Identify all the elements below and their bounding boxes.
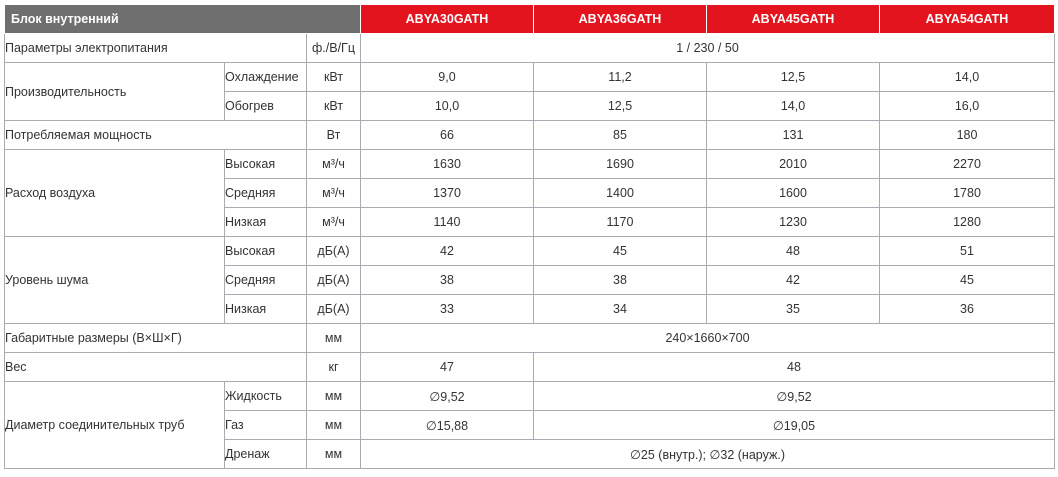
sub-label-heating: Обогрев (225, 92, 307, 121)
unit-cell: кВт (307, 63, 361, 92)
sub-label-airflow-high: Высокая (225, 150, 307, 179)
table-row (5, 34, 1055, 63)
sub-label-noise-medium: Средняя (225, 266, 307, 295)
value-cell: 10,0 (361, 92, 534, 121)
sub-label-liquid: Жидкость (225, 382, 307, 411)
value-cell: 48 (707, 237, 880, 266)
unit-cell: м³/ч (307, 208, 361, 237)
value-cell: 36 (880, 295, 1055, 324)
sub-label-cooling: Охлаждение (225, 63, 307, 92)
value-cell: 1230 (707, 208, 880, 237)
value-cell: 42 (361, 237, 534, 266)
sub-label-airflow-medium: Средняя (225, 179, 307, 208)
sub-label-noise-low: Низкая (225, 295, 307, 324)
unit-cell: кВт (307, 92, 361, 121)
value-cell: 1600 (707, 179, 880, 208)
table-title: Блок внутренний (5, 5, 361, 34)
value-cell: 16,0 (880, 92, 1055, 121)
table-row (5, 237, 1055, 266)
unit-cell: дБ(А) (307, 237, 361, 266)
model-header-2: ABYA36GATH (534, 5, 707, 34)
sub-label-drain: Дренаж (225, 440, 307, 469)
model-header-4: ABYA54GATH (880, 5, 1055, 34)
unit-cell: дБ(А) (307, 295, 361, 324)
sub-label-gas: Газ (225, 411, 307, 440)
value-cell: 1 / 230 / 50 (361, 34, 1055, 63)
unit-cell: ф./В/Гц (307, 34, 361, 63)
value-cell: 14,0 (707, 92, 880, 121)
value-cell: 12,5 (534, 92, 707, 121)
row-label-consumption: Потребляемая мощность (5, 121, 307, 150)
row-label-power-supply: Параметры электропитания (5, 34, 307, 63)
header-row (5, 5, 1055, 34)
value-cell: 85 (534, 121, 707, 150)
unit-cell: мм (307, 440, 361, 469)
model-header-1: ABYA30GATH (361, 5, 534, 34)
unit-cell: дБ(А) (307, 266, 361, 295)
sub-label-noise-high: Высокая (225, 237, 307, 266)
value-cell: 2270 (880, 150, 1055, 179)
value-cell: 1170 (534, 208, 707, 237)
value-cell: 1370 (361, 179, 534, 208)
model-header-3: ABYA45GATH (707, 5, 880, 34)
value-cell: 2010 (707, 150, 880, 179)
unit-cell: м³/ч (307, 179, 361, 208)
table-row (5, 353, 1055, 382)
value-cell: 131 (707, 121, 880, 150)
unit-cell: м³/ч (307, 150, 361, 179)
value-cell: ∅9,52 (361, 382, 534, 411)
table-row (5, 150, 1055, 179)
value-cell: 11,2 (534, 63, 707, 92)
value-cell: 35 (707, 295, 880, 324)
value-cell: ∅9,52 (534, 382, 1055, 411)
spec-table (4, 4, 1055, 469)
table-row (5, 121, 1055, 150)
value-cell: 51 (880, 237, 1055, 266)
value-cell: 47 (361, 353, 534, 382)
row-label-weight: Вес (5, 353, 307, 382)
table-row (5, 382, 1055, 411)
table-row (5, 63, 1055, 92)
value-cell: 1630 (361, 150, 534, 179)
value-cell: 240×1660×700 (361, 324, 1055, 353)
row-label-dimensions: Габаритные размеры (В×Ш×Г) (5, 324, 307, 353)
value-cell: ∅25 (внутр.); ∅32 (наруж.) (361, 440, 1055, 469)
unit-cell: мм (307, 411, 361, 440)
value-cell: 1140 (361, 208, 534, 237)
value-cell: 48 (534, 353, 1055, 382)
value-cell: 45 (534, 237, 707, 266)
row-label-pipes: Диаметр соединительных труб (5, 382, 225, 469)
value-cell: ∅19,05 (534, 411, 1055, 440)
unit-cell: кг (307, 353, 361, 382)
value-cell: 38 (534, 266, 707, 295)
row-label-noise: Уровень шума (5, 237, 225, 324)
unit-cell: Вт (307, 121, 361, 150)
value-cell: 9,0 (361, 63, 534, 92)
value-cell: 1780 (880, 179, 1055, 208)
unit-cell: мм (307, 324, 361, 353)
value-cell: 45 (880, 266, 1055, 295)
value-cell: 1280 (880, 208, 1055, 237)
sub-label-airflow-low: Низкая (225, 208, 307, 237)
value-cell: 66 (361, 121, 534, 150)
value-cell: 180 (880, 121, 1055, 150)
value-cell: 14,0 (880, 63, 1055, 92)
value-cell: 1400 (534, 179, 707, 208)
value-cell: 42 (707, 266, 880, 295)
value-cell: 12,5 (707, 63, 880, 92)
value-cell: 34 (534, 295, 707, 324)
value-cell: 38 (361, 266, 534, 295)
value-cell: 33 (361, 295, 534, 324)
row-label-capacity: Производительность (5, 63, 225, 121)
table-row (5, 324, 1055, 353)
row-label-airflow: Расход воздуха (5, 150, 225, 237)
unit-cell: мм (307, 382, 361, 411)
value-cell: ∅15,88 (361, 411, 534, 440)
value-cell: 1690 (534, 150, 707, 179)
